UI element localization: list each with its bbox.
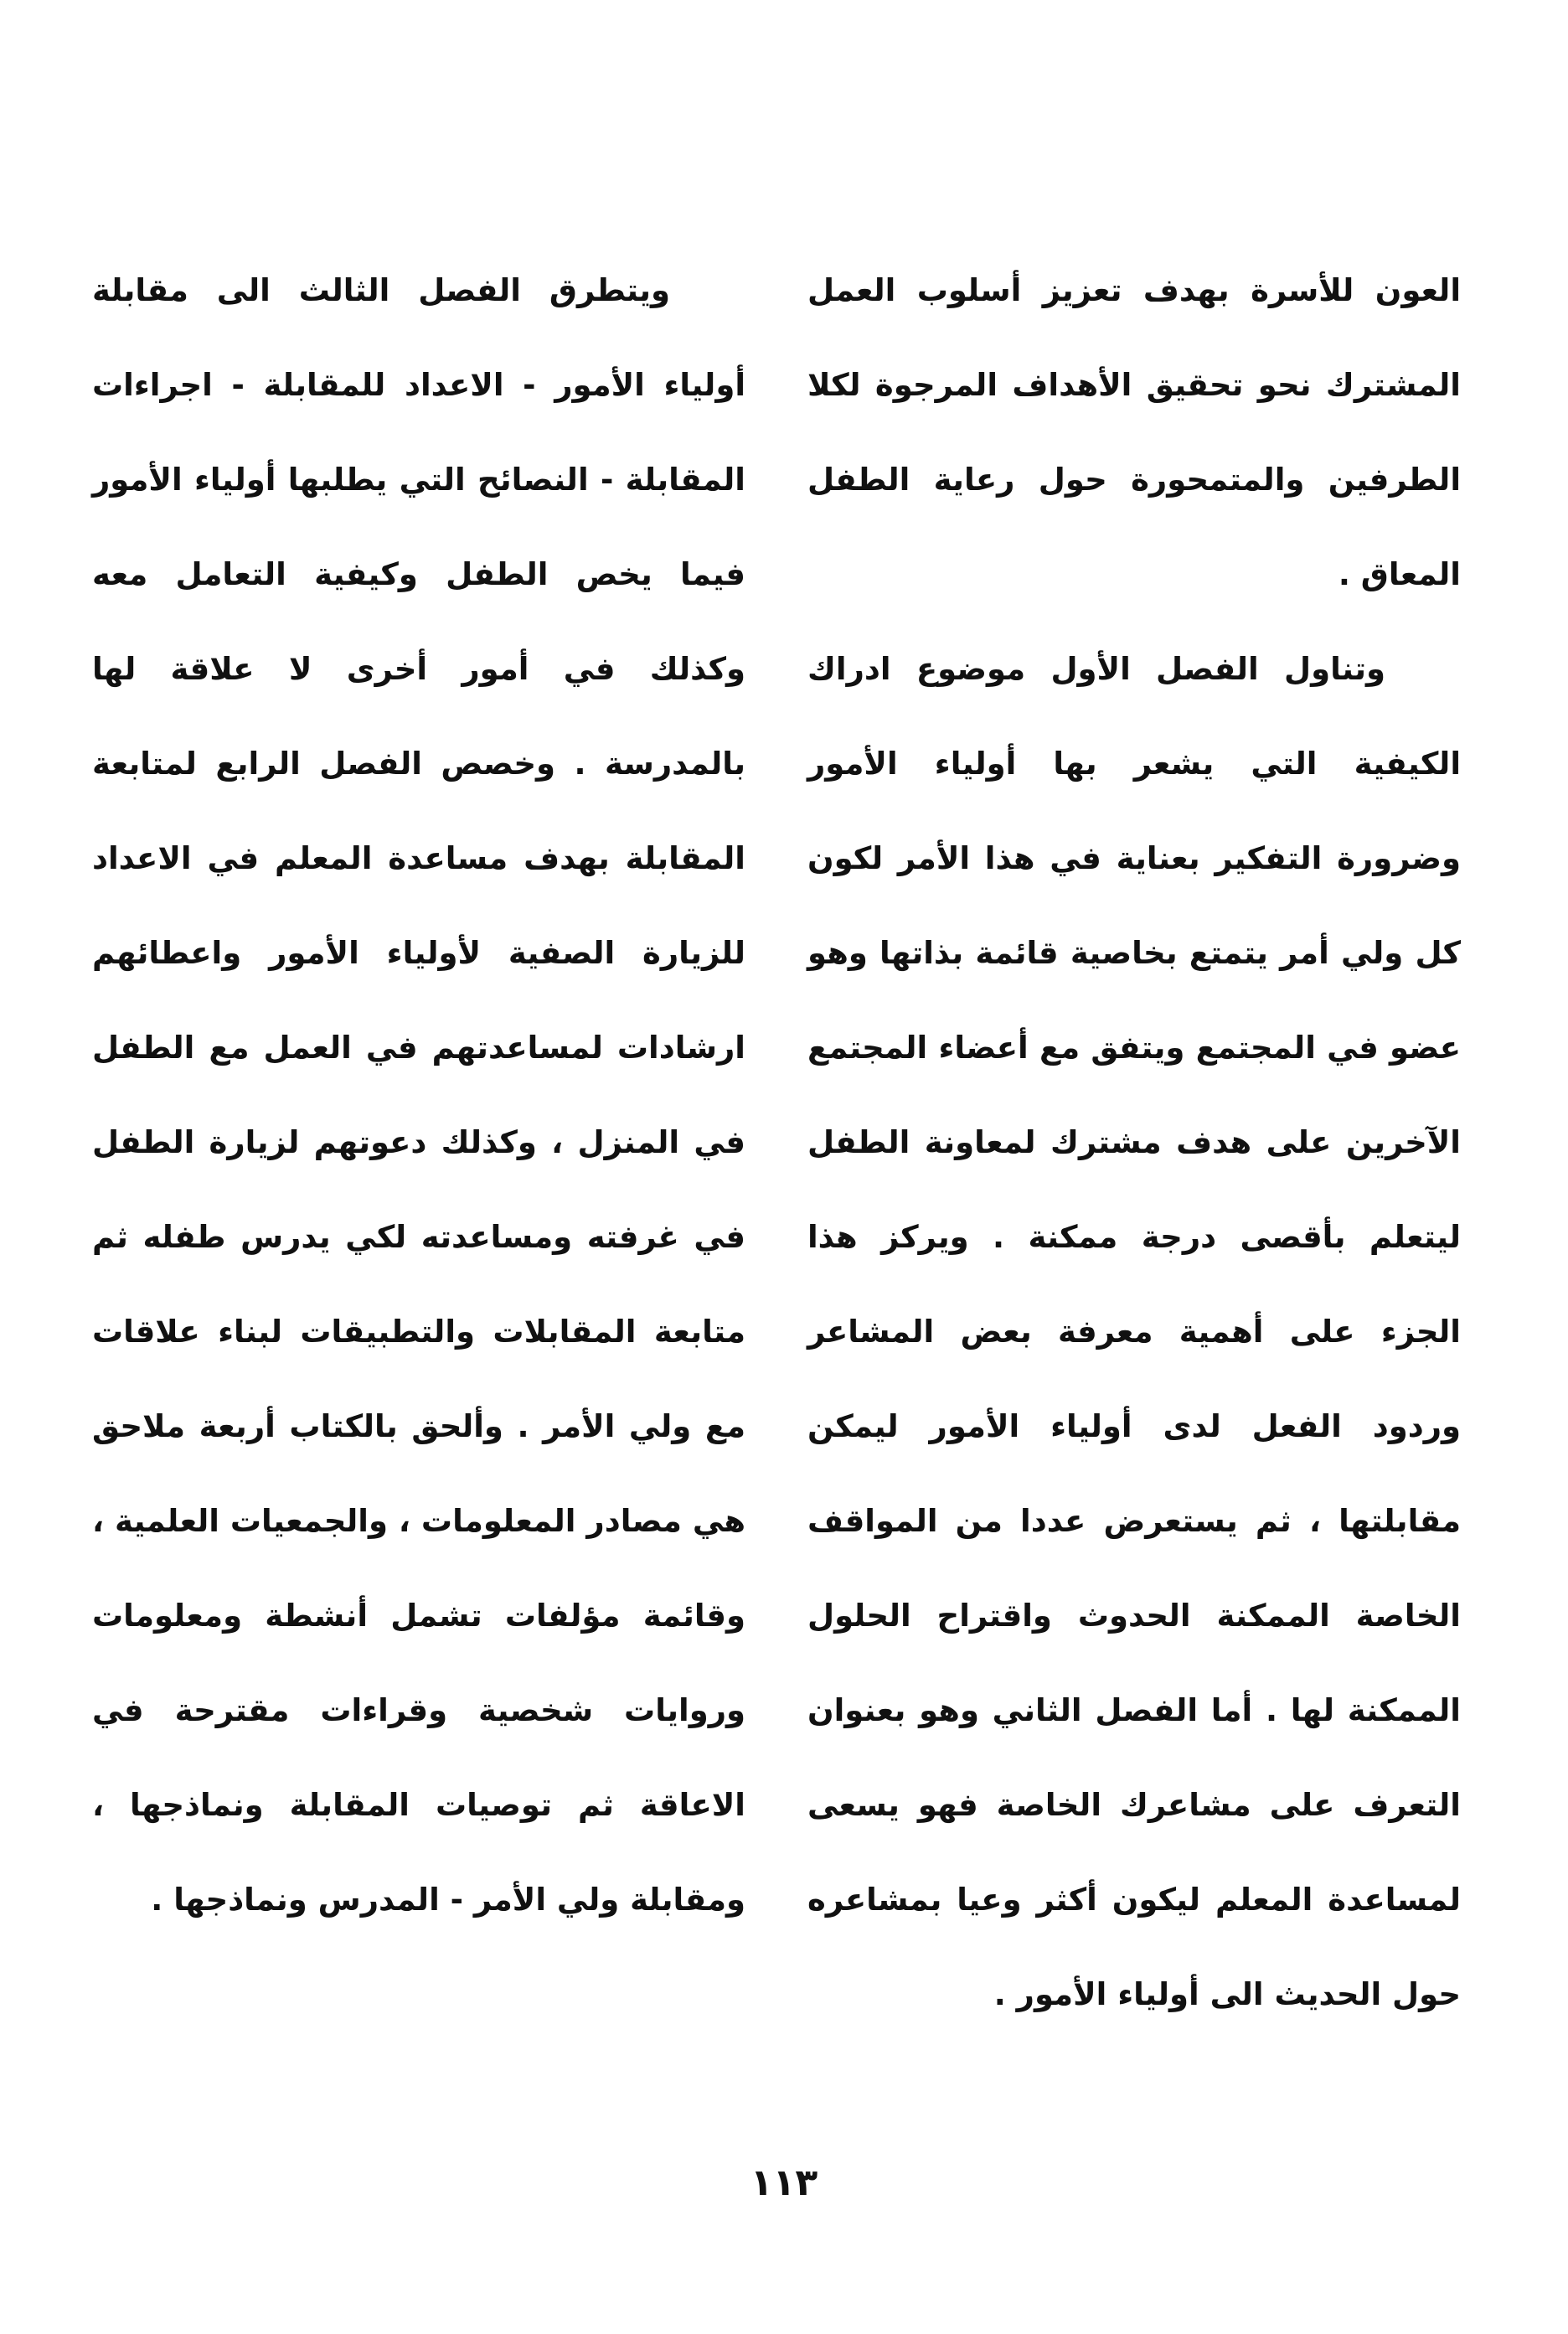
page-number: ١١٣ (750, 2161, 818, 2204)
right-text-column (807, 243, 1461, 2042)
paragraph-chapter-three-four: ويتطرق الفصل الثالث الى مقابلة أولياء الأمور - الاعداد للمقابلة - اجراءات المقابلة - النصائح التي يطلبها أولياء الأمور فيما يخص الطفل وكيفية التعامل معه وكذلك في أمور أخرى لا علاقة لها بالمدرسة . وخصص الفصل الرابع لمتابعة المقابلة بهدف مساعدة المعلم في الاعداد للزيارة الصفية لأولياء الأمور واعطائهم ارشادات لمساعدتهم في العمل مع الطفل في المنزل ، وكذلك دعوتهم لزيارة الطفل في غرفته ومساعدته لكي يدرس طفله ثم متابعة المقابلات والتطبيقات لبناء علاقات مع ولي الأمر . وألحق بالكتاب أربعة ملاحق هي مصادر المعلومات ، والجمعيات العلمية ، وقائمة مؤلفات تشمل أنشطة ومعلومات وروايات شخصية وقراءات مقترحة في الاعاقة ثم توصيات المقابلة ونماذجها ، ومقابلة ولي الأمر - المدرس ونماذجها . (92, 272, 745, 1918)
paragraph-chapter-one-two: وتناول الفصل الأول موضوع ادراك الكيفية التي يشعر بها أولياء الأمور وضرورة التفكير بعناية في هذا الأمر لكون كل ولي أمر يتمتع بخاصية قائمة بذاتها وهو عضو في المجتمع ويتفق مع أعضاء المجتمع الآخرين على هدف مشترك لمعاونة الطفل ليتعلم بأقصى درجة ممكنة . ويركز هذا الجزء على أهمية معرفة بعض المشاعر وردود الفعل لدى أولياء الأمور ليمكن مقابلتها ، ثم يستعرض عددا من المواقف الخاصة الممكنة الحدوث واقتراح الحلول الممكنة لها . أما الفصل الثاني وهو بعنوان التعرف على مشاعرك الخاصة فهو يسعى لمساعدة المعلم ليكون أكثر وعيا بمشاعره حول الحديث الى أولياء الأمور . (807, 651, 1461, 2012)
left-text-column (92, 243, 745, 1947)
paragraph-intro-continuation: العون للأسرة بهدف تعزيز أسلوب العمل المشترك نحو تحقيق الأهداف المرجوة لكلا الطرفين والمتمحورة حول رعاية الطفل المعاق . (807, 272, 1461, 592)
